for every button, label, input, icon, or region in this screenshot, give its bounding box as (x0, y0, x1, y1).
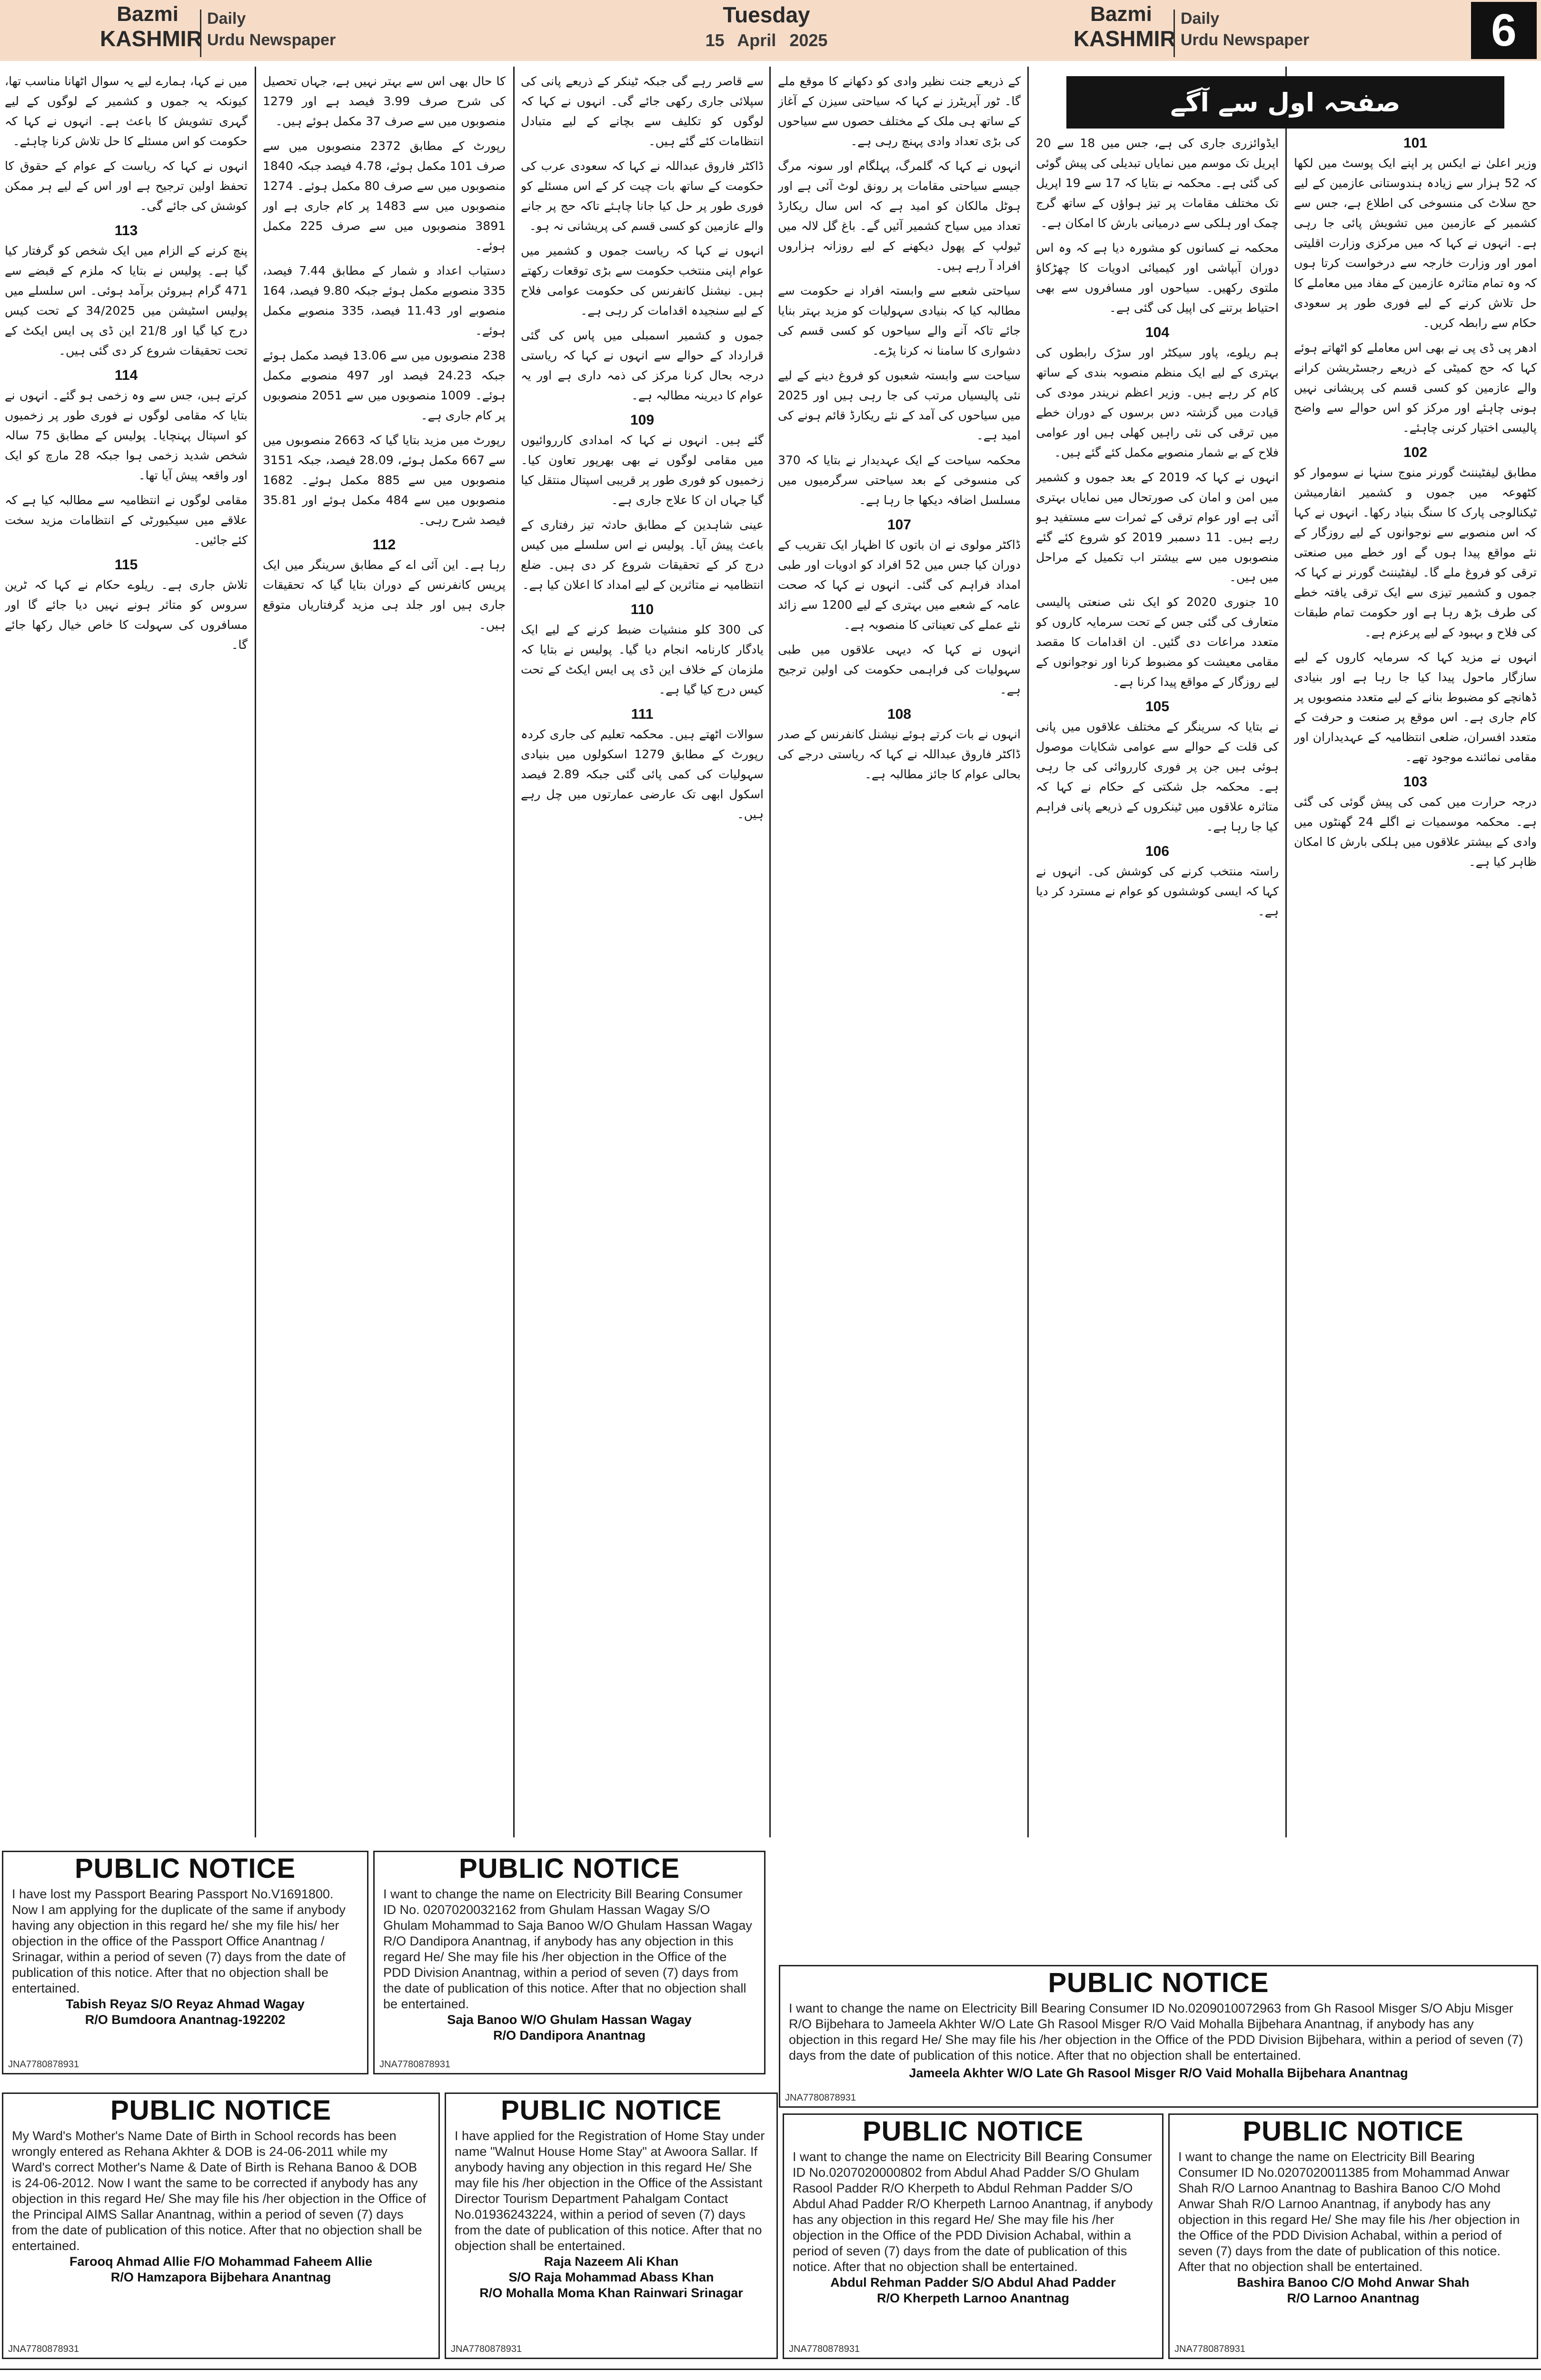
public-notice (2, 1851, 368, 2074)
page-number: 6 (1471, 2, 1537, 59)
story-number: 107 (887, 517, 912, 533)
notice-signatory: Bashira Banoo C/O Mohd Anwar Shah (1237, 2275, 1470, 2290)
date-day: 15 (705, 30, 725, 50)
story-paragraph: 10 جنوری 2020 کو ایک نئی صنعتی پالیسی متعارف کی گئی جس کے تحت سرمایہ کاروں کو متعدد مراعات دی گئیں۔ ان اقدامات کا مقصد مقامی معیشت کو مضبوط کرنا اور نوجوانوں کے لیے روزگار کے مواقع پیدا کرنا ہے۔ (1036, 595, 1279, 689)
notice-signatory: Jameela Akhter W/O Late Gh Rasool Misger R/O Vaid Mohalla Bijbehara Anantnag (909, 2066, 1408, 2080)
brand-line2-right: KASHMIR (1074, 26, 1176, 51)
story-paragraph: جموں و کشمیر اسمبلی میں پاس کی گئی قرارداد کے حوالے سے انہوں نے کہا کہ ریاستی درجہ بحال کرنا مرکز کی ذمہ داری ہے اور یہ عوام کا دیرینہ مطالبہ ہے۔ (521, 328, 764, 402)
notice-title: PUBLIC NOTICE (862, 2116, 1084, 2147)
story-paragraph: انہوں نے کہا کہ دیہی علاقوں میں طبی سہولیات کی فراہمی حکومت کی اولین ترجیح ہے۔ (778, 643, 1021, 696)
brand-line1-right: Bazmi (1090, 2, 1152, 26)
story-paragraph: سے قاصر رہے گی جبکہ ٹینکر کے ذریعے پانی کی سپلائی جاری رکھی جائے گی۔ انہوں نے کہا کہ لوگوں کو تکلیف سے بچانے کے لیے متبادل انتظامات کئے گئے ہیں۔ (521, 74, 764, 148)
column-2 (1036, 133, 1279, 1837)
notice-code: JNA7780878931 (785, 2092, 856, 2103)
story-paragraph: انہوں نے کہا کہ گلمرگ، پہلگام اور سونہ مرگ جیسے سیاحتی مقامات پر رونق لوٹ آئی ہے اور ہوٹل مالکان کو امید ہے کہ اس سال ریکارڈ تعداد میں سیاح کشمیر آئیں گے۔ باغ گل لالہ میں ٹیولپ کے پھول دیکھنے کے لیے روزانہ ہزاروں افراد آ رہے ہیں۔ (778, 159, 1021, 273)
story-paragraph: درجہ حرارت میں کمی کی پیش گوئی کی گئی ہے۔ محکمہ موسمیات نے اگلے 24 گھنٹوں میں وادی کے بیشتر علاقوں میں ہلکی بارش کا امکان ظاہر کیا ہے۔ (1294, 795, 1537, 869)
story-paragraph: انہوں نے کہا کہ ریاست کے عوام کے حقوق کا تحفظ اولین ترجیح ہے اور اس کے لیے ہر ممکن کوشش کی جائے گی۔ (5, 159, 248, 213)
notice-code: JNA7780878931 (789, 2344, 860, 2354)
story-paragraph: کرتے ہیں، جس سے وہ زخمی ہو گئے۔ انہوں نے بتایا کہ مقامی لوگوں نے فوری طور پر زخمیوں کو اسپتال پہنچایا۔ پولیس کے مطابق 75 سالہ شخص شدید زخمی ہوا جبکہ 28 مارچ کو ایک اور واقعہ پیش آیا تھا۔ (5, 388, 248, 482)
column-rule (513, 67, 515, 1837)
notice-address: R/O Kherpeth Larnoo Anantnag (877, 2291, 1069, 2305)
notice-title: PUBLIC NOTICE (1243, 2116, 1464, 2147)
date-year: 2025 (789, 30, 828, 50)
tag-line1: Daily (207, 10, 246, 28)
masthead-right-brand (1074, 2, 1176, 59)
notice-body: I want to change the name on Electricity Bill Bearing Consumer ID No. 0207020032162 from Ghulam Hassan Wagay S/O Ghulam Mohammad to Saja Banoo W/O Ghulam Hassan Wagay R/O Dandipora Anantnag, if anybody has any objection in this regard He/ She may file his /her objection in the Office of the PDD Division Anantnag, within a period of seven (7) days from the date of publication of this notice. After that no objection shall be entertained. (383, 1887, 752, 2011)
story-paragraph: کا حال بھی اس سے بہتر نہیں ہے، جہاں تحصیل کی شرح صرف 3.99 فیصد ہے اور 1279 منصوبوں میں سے صرف 37 مکمل ہوئے ہیں۔ (263, 74, 506, 128)
story-number: 114 (114, 367, 138, 383)
story-paragraph: ادھر پی ڈی پی نے بھی اس معاملے کو اٹھاتے ہوئے کہا کہ حج کمیٹی کے ذریعے رجسٹریشن کرانے والے عازمین کو کسی قسم کی پریشانی نہیں ہونی چاہئے اور مرکز کو اس حوالے سے واضح پالیسی اختیار کرنی چاہئے۔ (1294, 341, 1537, 435)
story-paragraph: ڈاکٹر مولوی نے ان باتوں کا اظہار ایک تقریب کے دوران کیا جس میں 52 افراد کو ادویات اور طبی امداد فراہم کی گئی۔ انہوں نے کہا کہ صحت عامہ کے شعبے میں بہتری کے لیے 1200 سے زائد نئے عملے کی تعیناتی کا منصوبہ ہے۔ (778, 538, 1021, 632)
story-paragraph: 238 منصوبوں میں سے 13.06 فیصد مکمل ہوئے جبکہ 24.23 فیصد اور 497 منصوبے مکمل ہوئے۔ 1009 منصوبوں میں سے 2051 منصوبوں پر کام جاری ہے۔ (263, 348, 506, 422)
story-number: 115 (114, 557, 138, 573)
story-number: 105 (1145, 699, 1170, 714)
notice-title: PUBLIC NOTICE (500, 2095, 722, 2126)
notice-address: R/O Larnoo Anantnag (1287, 2291, 1420, 2305)
story-number: 102 (1403, 445, 1428, 460)
footer-rule (0, 2369, 1541, 2370)
story-paragraph: وزیر اعلیٰ نے ایکس پر اپنے ایک پوسٹ میں لکھا کہ 52 ہزار سے زیادہ ہندوستانی عازمین کے لیے حج سلاٹ کی منسوخی کی اطلاع ہے، جس سے کشمیر کے عازمین میں تشویش پائی جا رہی ہے۔ انہوں نے کہا کہ میں مرکزی وزارت اقلیتی امور اور وزارت خارجہ سے درخواست کرتا ہوں کہ وہ تمام متاثرہ عازمین کے مفاد میں معاملے کا حل تلاش کرنے کے لیے فوری طور پر سعودی حکام سے رابطہ کریں۔ (1294, 156, 1537, 330)
tag-line2: Urdu Newspaper (207, 31, 336, 50)
notice-body: I want to change the name on Electricity Bill Bearing Consumer ID No.0207020011385 from Mohammad Anwar Shah R/O Larnoo Anantnag to Bashira Banoo C/O Mohd Anwar Shah R/O Larnoo Anantnag, if anybody has any objection in this regard He/ She may file his /her objection in the Office of the PDD Division Achabal, within a period of seven (7) days from the date of publication of this notice. After that no objection shall be entertained. (1178, 2150, 1520, 2274)
notice-code: JNA7780878931 (8, 2344, 80, 2354)
story-paragraph: محکمہ سیاحت کے ایک عہدیدار نے بتایا کہ 370 کی منسوخی کے بعد سیاحتی سرگرمیوں میں مسلسل اضافہ دیکھا جا رہا ہے۔ (778, 453, 1021, 507)
notice-title: PUBLIC NOTICE (458, 1853, 680, 1884)
story-number: 103 (1403, 774, 1428, 790)
story-number: 106 (1145, 843, 1170, 859)
story-paragraph: عینی شاہدین کے مطابق حادثہ تیز رفتاری کے باعث پیش آیا۔ پولیس نے اس سلسلے میں کیس درج کر کے تحقیقات شروع کر دی ہیں۔ ضلع انتظامیہ نے متاثرین کے لیے امداد کا اعلان کیا ہے۔ (521, 518, 764, 592)
story-paragraph: کے ذریعے جنت نظیر وادی کو دکھانے کا موقع ملے گا۔ ٹور آپریٹرز نے کہا کہ سیاحتی سیزن کے آغاز کے ساتھ ہی ملک کے مختلف حصوں سے سیاحوں کی بڑی تعداد وادی پہنچ رہی ہے۔ (778, 74, 1021, 148)
tag-line1-right: Daily (1181, 10, 1220, 28)
story-paragraph: گئے ہیں۔ انہوں نے کہا کہ امدادی کارروائیوں میں مقامی لوگوں نے بھی بھرپور تعاون کیا۔ زخمیوں کو فوری طور پر قریبی اسپتال منتقل کیا گیا جہاں ان کا علاج جاری ہے۔ (521, 433, 764, 507)
story-paragraph: میں نے کہا، ہمارے لیے یہ سوال اٹھانا مناسب تھا، کیونکہ یہ جموں و کشمیر کے لوگوں کے لیے گہری تشویش کا باعث ہے۔ انہوں نے کہا کہ حکومت کو اس مسئلے کا حل تلاش کرنا چاہئے۔ (5, 74, 248, 148)
story-paragraph: رہا ہے۔ این آئی اے کے مطابق سرینگر میں ایک پریس کانفرنس کے دوران بتایا گیا کہ تحقیقات جاری ہیں اور جلد ہی مزید گرفتاریاں متوقع ہیں۔ (263, 558, 506, 632)
story-paragraph: نے بتایا کہ سرینگر کے مختلف علاقوں میں پانی کی قلت کے حوالے سے عوامی شکایات موصول ہوئی ہیں جن پر فوری کارروائی کی جا رہی ہے۔ محکمہ جل شکتی کے حکام نے کہا کہ متاثرہ علاقوں میں ٹینکروں کے ذریعے پانی فراہم کیا جا رہا ہے۔ (1036, 720, 1279, 833)
story-paragraph: کی 300 کلو منشیات ضبط کرنے کے لیے ایک یادگار کارنامہ انجام دیا گیا۔ پولیس نے بتایا کہ ملزمان کے خلاف این ڈی پی ایس ایکٹ کے تحت کیس درج کیا گیا ہے۔ (521, 623, 764, 696)
story-number: 112 (372, 537, 396, 553)
public-notice (373, 1851, 766, 2074)
notice-body: I want to change the name on Electricity Bill Bearing Consumer ID No.0207020000802 from Abdul Ahad Padder S/O Ghulam Rasool Padder R/O Kherpeth to Abdul Rehman Padder S/O Abdul Ahad Padder R/O Kherpeth Larnoo Anantnag, if anybody has any objection in this regard He/ She may file his /her objection in the Office of the PDD Division Achabal, within a period of seven (7) days from the date of publication of this notice. After that no objection shall be entertained. (793, 2150, 1153, 2274)
public-notice (783, 2113, 1163, 2359)
notice-body: I have lost my Passport Bearing Passport No.V1691800. Now I am applying for the duplicate of the same if anybody having any objection in this regard he/ she my file his/ her objection in the office of the Passport Office Anantnag / Srinagar, within a period of seven (7) days from the date of publication of this notice. After that no objection shall be entertained. (12, 1887, 346, 1995)
story-paragraph: انہوں نے کہا کہ ریاست جموں و کشمیر میں عوام اپنی منتخب حکومت سے بڑی توقعات رکھتے ہیں۔ نیشنل کانفرنس کی حکومت عوامی فلاح کے لیے سنجیدہ اقدامات کر رہی ہے۔ (521, 244, 764, 317)
notice-body: I want to change the name on Electricity Bill Bearing Consumer ID No.0209010072963 from Gh Rasool Misger S/O Abju Misger R/O Bijbehara to Jameela Akhter W/O Late Gh Rasool Misger R/O Vaid Mohalla Bijbehara Anantnag, if anybody has any objection in this regard He/ She may file his /her objection in the Office of the PDD Division Bijbehara, within a period of seven (7) days from the date of publication of this notice. After that no objection shall be entertained. (789, 2001, 1523, 2063)
notice-address: R/O Bumdoora Anantnag-192202 (85, 2013, 286, 2027)
column-rule (1285, 67, 1287, 1837)
section-banner: صفحہ اول سے آگے (1066, 76, 1504, 129)
story-paragraph: ڈاکٹر فاروق عبداللہ نے کہا کہ سعودی عرب کی حکومت کے ساتھ بات چیت کر کے اس مسئلے کو فوری طور پر حل کیا جانا چاہئے تاکہ حج پر جانے والے عازمین کو کسی قسم کی پریشانی نہ ہو۔ (521, 159, 764, 233)
notice-address: R/O Hamzapora Bijbehara Anantnag (110, 2270, 331, 2284)
notice-signatory: Abdul Rehman Padder S/O Abdul Ahad Padder (830, 2275, 1116, 2290)
story-paragraph: رپورٹ میں مزید بتایا گیا کہ 2663 منصوبوں میں سے 667 مکمل ہوئے، 28.09 فیصد، جبکہ 3151 منصوبوں میں سے 885 مکمل ہوئے۔ 1682 منصوبوں میں سے 484 مکمل ہوئے اور 35.81 فیصد شرح رہی۔ (263, 433, 506, 527)
notice-title: PUBLIC NOTICE (1048, 1967, 1269, 1998)
masthead-date (619, 4, 914, 59)
story-number: 108 (887, 706, 912, 722)
masthead-right-tag (1173, 10, 1331, 57)
story-paragraph: انہوں نے مزید کہا کہ سرمایہ کاروں کے لیے سازگار ماحول پیدا کیا جا رہا ہے اور بنیادی ڈھانچے کو مضبوط بنانے کے لیے متعدد منصوبوں پر کام جاری ہے۔ اس موقع پر صنعت و حرفت کے متعدد افسران، ضلعی انتظامیہ کے عہدیداران اور مقامی نمائندے موجود تھے۔ (1294, 650, 1537, 764)
notice-signatory: Tabish Reyaz S/O Reyaz Ahmad Wagay (66, 1997, 305, 2011)
notice-code: JNA7780878931 (1174, 2344, 1246, 2354)
story-paragraph: راستہ منتخب کرنے کی کوشش کی۔ انہوں نے کہا کہ ایسی کوششوں کو عوام نے مسترد کر دیا ہے۔ (1036, 864, 1279, 918)
story-number: 109 (630, 412, 655, 428)
story-paragraph: سیاحتی شعبے سے وابستہ افراد نے حکومت سے مطالبہ کیا کہ بنیادی سہولیات کو مزید بہتر بنایا جائے تاکہ آنے والے سیاحوں کو کسی قسم کی دشواری کا سامنا نہ کرنا پڑے۔ (778, 284, 1021, 357)
story-number: 111 (631, 706, 654, 722)
column-5 (263, 71, 506, 1842)
notice-relation: S/O Raja Mohammad Abass Khan (508, 2270, 714, 2284)
story-number: 104 (1145, 325, 1170, 340)
notice-signatory: Raja Nazeem Ali Khan (544, 2254, 679, 2269)
date-month: April (737, 30, 776, 50)
tag-line2-right: Urdu Newspaper (1181, 31, 1310, 50)
notice-title: PUBLIC NOTICE (110, 2095, 332, 2126)
column-1 (1294, 133, 1537, 1837)
story-paragraph: سیاحت سے وابستہ شعبوں کو فروغ دینے کے لیے نئی پالیسیاں مرتب کی جا رہی ہیں اور 2025 میں سیاحوں کی آمد کے نئے ریکارڈ قائم ہونے کی امید ہے۔ (778, 368, 1021, 442)
column-4 (521, 71, 764, 1842)
date-line (619, 30, 914, 50)
story-paragraph: رپورٹ کے مطابق 2372 منصوبوں میں سے صرف 101 مکمل ہوئے، 4.78 فیصد جبکہ 1840 منصوبوں میں سے صرف 80 مکمل ہوئے۔ 1274 منصوبوں میں سے 1483 پر کام جاری ہے اور 3891 منصوبوں میں سے صرف 225 مکمل ہوئے۔ (263, 139, 506, 253)
notice-signatory: Farooq Ahmad Allie F/O Mohammad Faheem Allie (69, 2254, 373, 2269)
column-rule (255, 67, 256, 1837)
story-number: 110 (630, 602, 654, 617)
public-notice (1168, 2113, 1538, 2359)
column-rule (769, 67, 771, 1837)
story-paragraph: انہوں نے بات کرتے ہوئے نیشنل کانفرنس کے صدر ڈاکٹر فاروق عبداللہ نے کہا کہ ریاستی درجے کی بحالی عوام کا جائز مطالبہ ہے۔ (778, 727, 1021, 781)
story-paragraph: تلاش جاری ہے۔ ریلوے حکام نے کہا کہ ٹرین سروس کو متاثر ہونے نہیں دیا جائے گا اور مسافروں کی سہولت کا خاص خیال رکھا جائے گا۔ (5, 578, 248, 652)
notice-signatory: Saja Banoo W/O Ghulam Hassan Wagay (447, 2013, 692, 2027)
notice-code: JNA7780878931 (379, 2059, 451, 2070)
notice-title: PUBLIC NOTICE (74, 1853, 296, 1884)
day-label: Tuesday (723, 2, 810, 27)
masthead-left-tag (200, 10, 352, 57)
story-paragraph: ایڈوائزری جاری کی ہے، جس میں 18 سے 20 اپریل تک موسم میں نمایاں تبدیلی کی پیش گوئی کی گئی ہے۔ محکمہ نے بتایا کہ 17 سے 19 اپریل تک مختلف مقامات پر تیز ہواؤں کے ساتھ گرج چمک اور ہلکی سے درمیانی بارش کا امکان ہے۔ (1036, 136, 1279, 230)
column-6 (5, 71, 248, 1842)
story-paragraph: انہوں نے کہا کہ 2019 کے بعد جموں و کشمیر میں امن و امان کی صورتحال میں نمایاں بہتری آئی ہے اور عوام ترقی کے ثمرات سے مستفید ہو رہے ہیں۔ 11 دسمبر 2019 کو شروع کئے گئے منصوبوں میں سے بیشتر اب تکمیل کے مراحل میں ہیں۔ (1036, 470, 1279, 584)
brand-line1: Bazmi (117, 2, 179, 26)
notice-body: My Ward's Mother's Name Date of Birth in School records has been wrongly entered as Rehana Akhter & DOB is 24-06-2011 while my Ward's correct Mother's Name & Date of Birth is Rehana Banoo & DOB is 24-06-2012. Now I want the same to be corrected if anybody has any objection in this regard He/ She may file his /her objection in the Office of the Principal AIMS Sallar Anantnag, within a period of seven (7) days from the date of publication of this notice. After that no objection shall be entertained. (12, 2129, 426, 2253)
story-paragraph: محکمہ نے کسانوں کو مشورہ دیا ہے کہ وہ اس دوران آبپاشی اور کیمیائی ادویات کا چھڑکاؤ ملتوی رکھیں۔ سیاحوں اور مسافروں سے بھی احتیاط برتنے کی اپیل کی گئی ہے۔ (1036, 241, 1279, 315)
story-number: 113 (114, 223, 138, 238)
story-paragraph: دستیاب اعداد و شمار کے مطابق 7.44 فیصد، 335 منصوبے مکمل ہوئے جبکہ 9.80 فیصد، 164 منصوبے اور 11.43 فیصد، 335 منصوبے مکمل ہوئے۔ (263, 264, 506, 337)
notice-code: JNA7780878931 (8, 2059, 80, 2070)
masthead-left-brand (100, 2, 202, 59)
notice-body: I have applied for the Registration of Home Stay under name "Walnut House Home Stay" at Awoora Sallar. If anybody having any objection in this regard He/ She may file his /her objection in the Office of the Assistant Director Tourism Department Pahalgam Contact No.01936243224, within a period of seven (7) days from the date of publication of this notice. After that no objection shall be entertained. (455, 2129, 765, 2253)
story-paragraph: ہم ریلوے، پاور سیکٹر اور سڑک رابطوں کی بہتری کے لیے ایک منظم منصوبہ بندی کے ساتھ کام کر رہے ہیں۔ وزیر اعظم نریندر مودی کی قیادت میں گزشتہ دس برسوں کے دوران خطے میں ترقی کی نئی راہیں کھلی ہیں اور عوامی فلاح کے بے شمار منصوبے مکمل کئے گئے ہیں۔ (1036, 346, 1279, 459)
brand-line2: KASHMIR (100, 26, 202, 51)
notice-code: JNA7780878931 (451, 2344, 522, 2354)
story-paragraph: مقامی لوگوں نے انتظامیہ سے مطالبہ کیا ہے کہ علاقے میں سیکیورٹی کے انتظامات مزید سخت کئے جائیں۔ (5, 493, 248, 547)
public-notice (2, 2092, 440, 2359)
public-notice (445, 2092, 778, 2359)
notice-address: R/O Mohalla Moma Khan Rainwari Srinagar (479, 2286, 743, 2300)
column-rule (1027, 67, 1029, 1837)
column-3 (778, 71, 1021, 1842)
story-number: 101 (1403, 135, 1428, 151)
story-paragraph: سوالات اٹھتے ہیں۔ محکمہ تعلیم کی جاری کردہ رپورٹ کے مطابق 1279 اسکولوں میں بنیادی سہولیات کی کمی پائی گئی جبکہ 2.89 فیصد اسکول ابھی تک عارضی عمارتوں میں چل رہے ہیں۔ (521, 727, 764, 821)
public-notice (779, 1965, 1538, 2108)
story-paragraph: مطابق لیفٹیننٹ گورنر منوج سنہا نے سوموار کو کٹھوعہ میں جموں و کشمیر انفارمیشن ٹیکنالوجی پارک کا سنگ بنیاد رکھا۔ انہوں نے کہا کہ اس منصوبے سے نوجوانوں کے لیے روزگار کے نئے مواقع پیدا ہوں گے اور خطے میں صنعتی ترقی کو فروغ ملے گا۔ لیفٹیننٹ گورنر نے کہا کہ جموں و کشمیر تیزی سے ایک ترقی یافتہ خطے کی طرف بڑھ رہا ہے اور حکومت تمام طبقات کی فلاح و بہبود کے لیے پرعزم ہے۔ (1294, 466, 1537, 639)
story-paragraph: پنچ کرنے کے الزام میں ایک شخص کو گرفتار کیا گیا ہے۔ پولیس نے بتایا کہ ملزم کے قبضے سے 471 گرام ہیروئن برآمد ہوئی۔ اس سلسلے میں پولیس اسٹیشن میں 34/2025 کے تحت کیس درج کیا گیا اور 21/8 این ڈی پی ایس ایکٹ کے تحت تحقیقات شروع کر دی گئی ہیں۔ (5, 244, 248, 357)
notice-address: R/O Dandipora Anantnag (493, 2028, 646, 2043)
